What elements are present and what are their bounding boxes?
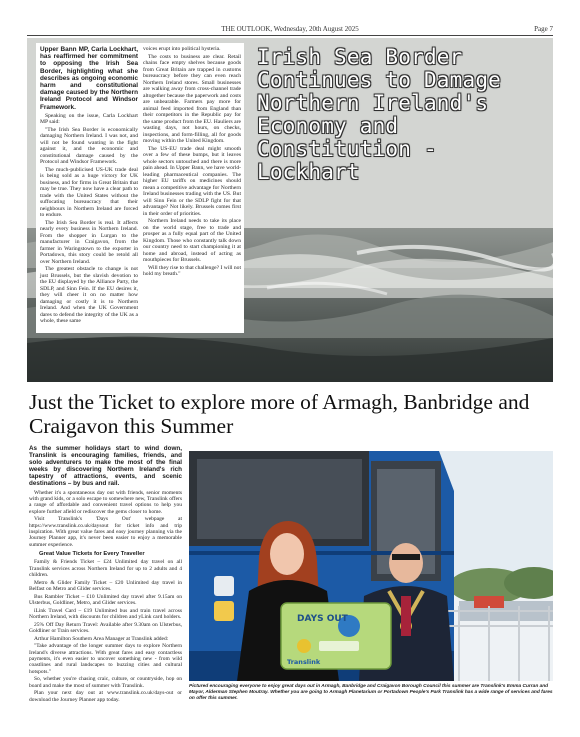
article2-lede: As the summer holidays start to wind down, Translink is encouraging families, friends, and solo adventurers to make the most of the final weeks by discovering Northern Ireland's rich tapestry of attractions, events, and scenic destinations – by bus and rail. (29, 445, 182, 488)
article1-paragraph: Speaking on the issue, Carla Lockhart MP said: (40, 112, 138, 126)
article2-paragraph: Arthur Hamilton Southern Area Manager at Translink added: (34, 635, 169, 642)
article2-body (29, 445, 182, 704)
article2-headline: Just the Ticket to explore more of Armagh, Banbridge and Craigavon this Summer (29, 390, 530, 438)
article1-lede: Upper Bann MP, Carla Lockhart, has reaffirmed her commitment to opposing the Irish Sea Border, highlighting what she describes as ongoing economic harm and constitutional damage caused by the Northern Ireland Protocol and Windsor Framework. (40, 46, 138, 111)
article1-column-1 (40, 46, 138, 326)
article2-paragraph: iLink Travel Card – £19 Unlimited bus and train travel across Northern Ireland, with discounts for children and yLink card holders. (29, 607, 182, 620)
article2-subhead: Great Value Tickets for Every Traveller (39, 550, 145, 557)
article1-paragraph: voices erupt into political hysteria. (143, 46, 221, 52)
article2-paragraph: 25% Off Day Return Travel: Available after 9.30am on Ulsterbus, Goldliner or Train services. (29, 621, 182, 634)
article2-paragraph: "Take advantage of the longer summer days to explore Northern Ireland's diverse attractions. With great fares and easy contactless payments, it's even easier to uncover something new - from wild coastlines and rural landscapes to buzzing cities and cultural hotspots." (29, 643, 182, 675)
photo-caption: Pictured encouraging everyone to enjoy great days out in Armagh, Banbridge and Craigavon Borough Council this summer are Translink's Emma Curran and Mayor, Alderman Stephen Moutray. Whether you are going to Armagh Planetarium or Portadown People's Park Translink has a wide range of services and fares on offer this summer. (189, 684, 553, 701)
article1-paragraph: "The Irish Sea Border is economically damaging Northern Ireland. I was not, and will not be found wanting in the fight against it, and the economic and constitutional damage caused by the Protocol and Windsor Framework. (40, 126, 138, 166)
masthead-title: THE OUTLOOK, Wednesday, 20th August 2025 (221, 25, 359, 33)
translink-photo-illustration (189, 451, 553, 681)
poster-days-out: DAYS OUT (297, 614, 348, 624)
article2-paragraph: Plan your next day out at www.translink.co.uk/days-out or download the Journey Planner app today. (29, 690, 182, 703)
article1-paragraph: The Irish Sea Border is real. It affects nearly every business in Northern Ireland. From the shopper in Lurgan to the manufacturer in Craigavon, from the farmer in Waringstown to the exporter in Portadown, this story could be retold all over Northern Ireland. (40, 219, 138, 265)
article1-paragraph: The much-publicised US-UK trade deal is being sold as a huge victory for UK business, and for firms in Great Britain that may be true. They now have a clear path to trade with the United States without the suffocating bureaucracy that their neighbours in Northern Ireland are forced to endure. (40, 166, 138, 219)
article1-paragraph: Will they rise to that challenge? I will not hold my breath." (143, 264, 241, 277)
article1-paragraph: The US-EU trade deal might smooth over a few of these bumps, but it leaves whole sectors untouched and there is more pain ahead. In Upper Bann, we have world-leading pharmaceutical companies. The higher EU tariffs on medicines should mean a competitive advantage for Northern Ireland businesses trading with the US. But will Sinn Fein or the SDLP fight for that advantage? Not likely. Brussels comes first in their order of priorities. (143, 145, 241, 217)
article1-paragraph: The greatest obstacle to change is not just Brussels, but the slavish devotion to the EU displayed by the Alliance Party, the SDLP, and Sinn Fein. If the EU desires it, they will cheer it on no matter how damaging or costly it is to Northern Ireland. And when the UK Government dares to defend the integrity of the UK as a whole, these same (40, 266, 138, 325)
article2-paragraph: Visit Translink's 'Days Out' webpage at https://www.translink.co.uk/daysout for ticket info and trip inspiration. With great value fares and easy journey planning via the Journey Planner app, it's never been easier to enjoy a memorable summer experience. (29, 516, 182, 548)
page-number: Page 7 (534, 25, 553, 33)
masthead-rule (27, 35, 553, 36)
article1-headline: Irish Sea Border Continues to Damage Northern Ireland's Economy and Constitution - Lockhart (257, 45, 502, 184)
article1-textbox (36, 43, 244, 333)
article2-paragraph: Bus Rambler Ticket – £10 Unlimited day travel after 9.15am on Ulsterbus, Goldliner, Metro, and Glider services. (29, 593, 182, 606)
poster-brand: Translink (287, 658, 321, 666)
article2-paragraph: Whether it's a spontaneous day out with friends, senior moments with grand kids, or a solo escape to somewhere new, Translink offers a range of affordable and convenient travel options to help you explore further afield or rediscover the gems closer to home. (29, 489, 182, 515)
article1-paragraph: Northern Ireland needs to take its place on the world stage, free to trade and prosper as a fully equal part of the United Kingdom. Those who constantly talk down our country need to start championing it at home and abroad, instead of acting as mouthpieces for Brussels. (143, 218, 241, 263)
article2-paragraph: So, whether you're chasing craic, culture, or countryside, hop on board and make the most of summer with Translink. (29, 676, 182, 689)
translink-photo (189, 451, 553, 681)
article1-column-2 (143, 46, 241, 279)
article2-paragraph: Family & Friends Ticket – £24 Unlimited day travel on all Translink services across Northern Ireland for up to 2 adults and 4 children. (29, 559, 182, 578)
article1-paragraph: The costs to business are clear. Retail chains face empty shelves because goods from Great Britain are trapped in customs bureaucracy before they can even reach Northern Ireland stores. Small businesses are walking away from cross-channel trade altogether because the paperwork and costs are unbearable. Farmers pay more for animal feed imported from England than their competitors in the Republic pay for the same product from the EU. Hauliers are wasting days, not hours, on checks, inspections, and form-filling, all for goods moving within the United Kingdom. (143, 53, 241, 144)
article2-paragraph: Metro & Glider Family Ticket – £20 Unlimited day travel in Belfast on Metro and Glider services. (29, 579, 182, 592)
